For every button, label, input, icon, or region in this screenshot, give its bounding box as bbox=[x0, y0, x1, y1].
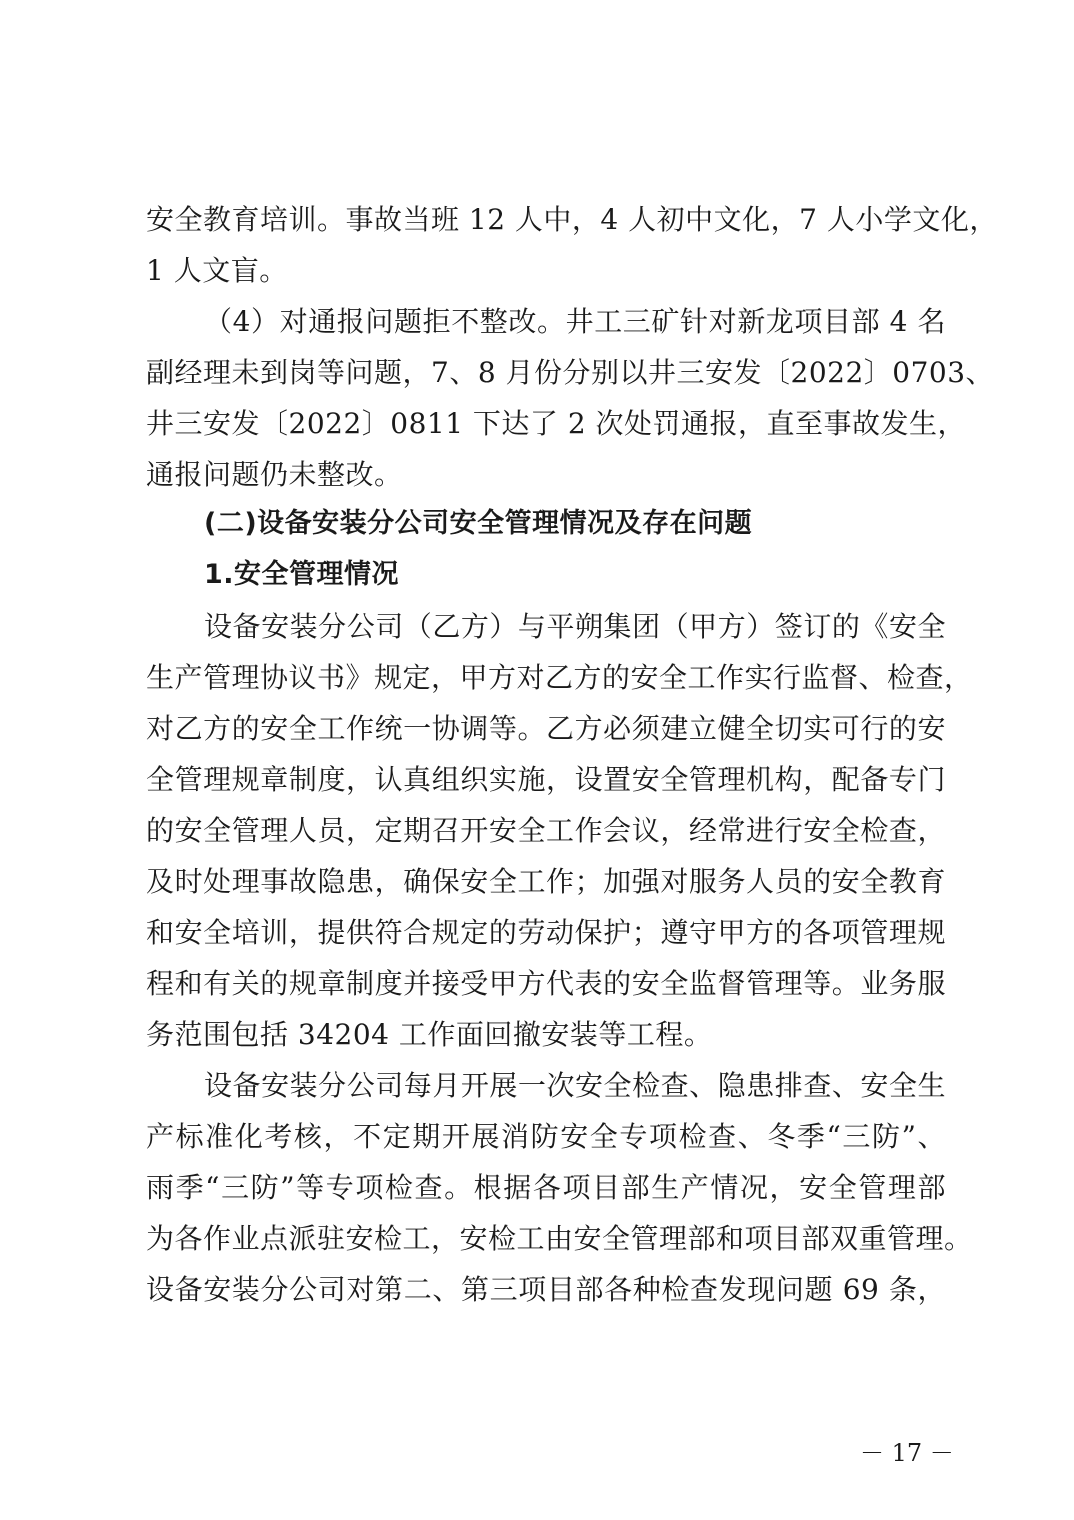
paragraph-item-4: （4）对通报问题拒不整改。井工三矿针对新龙项目部 4 名 bbox=[204, 305, 946, 338]
body-text-line: 井三安发〔2022〕0811 下达了 2 次处罚通报，直至事故发生， bbox=[146, 407, 967, 440]
body-text-line: 程和有关的规章制度并接受甲方代表的安全监督管理等。业务服 bbox=[146, 967, 946, 1000]
body-text-line: 雨季“三防”等专项检查。根据各项目部生产情况，安全管理部 bbox=[146, 1171, 946, 1204]
body-text-line: 务范围包括 34204 工作面回撤安装等工程。 bbox=[146, 1018, 713, 1051]
page-number: － 17 － bbox=[860, 1439, 954, 1467]
body-text-line: 全管理规章制度，认真组织实施，设置安全管理机构，配备专门 bbox=[146, 763, 946, 796]
body-text-line: 对乙方的安全工作统一协调等。乙方必须建立健全切实可行的安 bbox=[146, 712, 946, 745]
subsection-heading: 1.安全管理情况 bbox=[204, 559, 400, 590]
body-text-line: 和安全培训，提供符合规定的劳动保护；遵守甲方的各项管理规 bbox=[146, 916, 946, 949]
body-text-line: 产标准化考核，不定期开展消防安全专项检查、冬季“三防”、 bbox=[146, 1120, 946, 1153]
body-text-line: 的安全管理人员，定期召开安全工作会议，经常进行安全检查， bbox=[146, 814, 946, 847]
paragraph-start: 设备安装分公司（乙方）与平朔集团（甲方）签订的《安全 bbox=[204, 610, 946, 643]
paragraph-start: 设备安装分公司每月开展一次安全检查、隐患排查、安全生 bbox=[204, 1069, 946, 1102]
body-text-line: 为各作业点派驻安检工，安检工由安全管理部和项目部双重管理。 bbox=[146, 1222, 973, 1255]
body-text-line: 安全教育培训。事故当班 12 人中，4 人初中文化，7 人小学文化， bbox=[146, 203, 998, 236]
body-text-line: 1 人文盲。 bbox=[146, 254, 288, 287]
body-text-line: 设备安装分公司对第二、第三项目部各种检查发现问题 69 条， bbox=[146, 1273, 946, 1306]
body-text-line: 生产管理协议书》规定，甲方对乙方的安全工作实行监督、检查， bbox=[146, 661, 973, 694]
section-heading: (二)设备安装分公司安全管理情况及存在问题 bbox=[204, 508, 753, 539]
body-text-line: 副经理未到岗等问题，7、8 月份分别以井三安发〔2022〕0703、 bbox=[146, 356, 995, 389]
body-text-line: 及时处理事故隐患，确保安全工作；加强对服务人员的安全教育 bbox=[146, 865, 946, 898]
body-text-line: 通报问题仍未整改。 bbox=[146, 458, 403, 491]
